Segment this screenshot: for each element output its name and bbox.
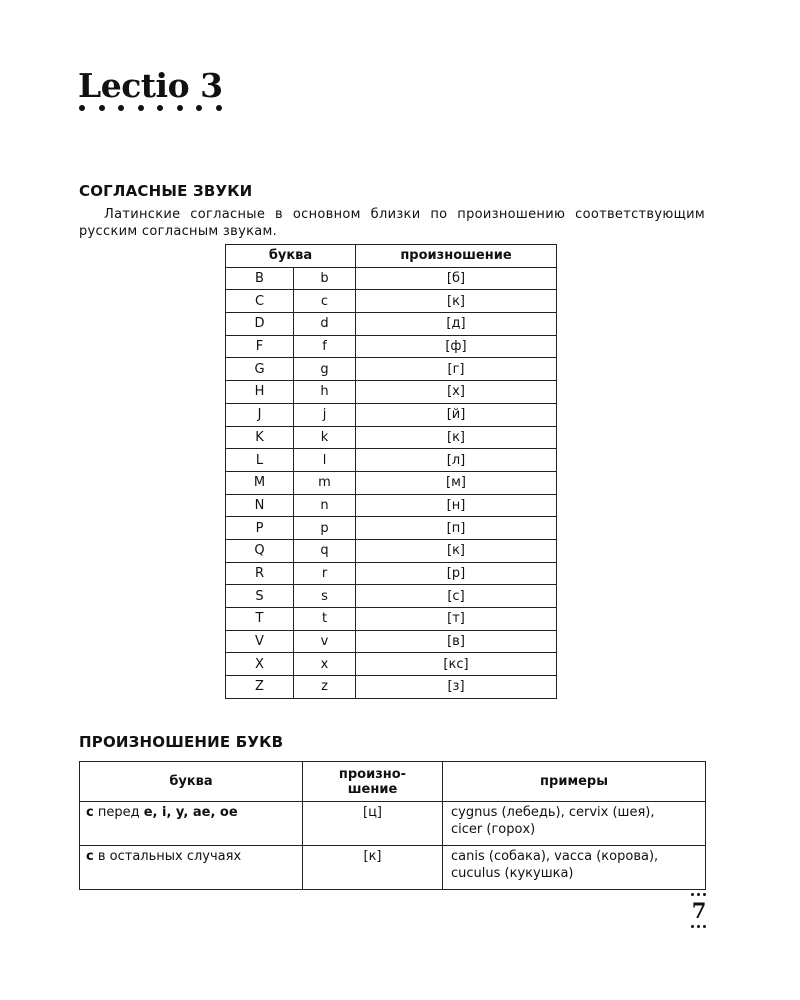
- lowercase-letter: b: [294, 267, 356, 290]
- table-row: [226, 313, 557, 336]
- uppercase-letter: K: [226, 426, 294, 449]
- uppercase-letter: S: [226, 585, 294, 608]
- uppercase-letter: B: [226, 267, 294, 290]
- lesson-title: Lectio 3: [78, 66, 223, 105]
- uppercase-letter: J: [226, 403, 294, 426]
- pronunciation: [з]: [356, 676, 557, 699]
- rule-text: перед: [93, 805, 144, 820]
- table-row: [226, 335, 557, 358]
- pronunciation: [л]: [356, 449, 557, 472]
- pronunciation-cell: [к]: [303, 846, 443, 890]
- table-row: [226, 539, 557, 562]
- rule-cell: [80, 846, 303, 890]
- pronunciation: [г]: [356, 358, 557, 381]
- uppercase-letter: V: [226, 630, 294, 653]
- pronunciation: [к]: [356, 426, 557, 449]
- pronunciation: [р]: [356, 562, 557, 585]
- uppercase-letter: R: [226, 562, 294, 585]
- table-row: [226, 267, 557, 290]
- pronunciation: [д]: [356, 313, 557, 336]
- lowercase-letter: c: [294, 290, 356, 313]
- pronunciation: [й]: [356, 403, 557, 426]
- uppercase-letter: N: [226, 494, 294, 517]
- table-row: [226, 608, 557, 631]
- table-row: [226, 358, 557, 381]
- rule-letter: c: [86, 849, 94, 864]
- pronunciation: [н]: [356, 494, 557, 517]
- examples-line: cicer (горох): [451, 822, 536, 837]
- lowercase-letter: x: [294, 653, 356, 676]
- table-row: [226, 585, 557, 608]
- table-row: [80, 846, 706, 890]
- lowercase-letter: q: [294, 539, 356, 562]
- uppercase-letter: T: [226, 608, 294, 631]
- table-row: [226, 426, 557, 449]
- header-pron-line2: шение: [347, 781, 398, 797]
- uppercase-letter: G: [226, 358, 294, 381]
- examples-line: canis (собака), vacca (корова),: [451, 849, 659, 864]
- header-pronunciation: произношение: [356, 245, 557, 268]
- uppercase-letter: L: [226, 449, 294, 472]
- pronunciation: [кс]: [356, 653, 557, 676]
- pronunciation-table: [79, 761, 706, 890]
- rule-cell: [80, 802, 303, 846]
- table-row: [226, 403, 557, 426]
- lowercase-letter: h: [294, 381, 356, 404]
- pronunciation: [м]: [356, 471, 557, 494]
- rule-letter: c: [86, 805, 94, 820]
- rule-text: в остальных случаях: [93, 849, 242, 864]
- pronunciation: [к]: [356, 539, 557, 562]
- pronunciation: [х]: [356, 381, 557, 404]
- lowercase-letter: g: [294, 358, 356, 381]
- pronunciation: [т]: [356, 608, 557, 631]
- table-row: [226, 381, 557, 404]
- uppercase-letter: H: [226, 381, 294, 404]
- table-row: [226, 517, 557, 540]
- page-number-dots-bottom: [691, 925, 706, 928]
- consonants-intro: Латинские согласные в основном близки по произношению соответствующим русским согласным звукам.: [79, 207, 705, 239]
- header-pronunciation: [303, 762, 443, 802]
- uppercase-letter: F: [226, 335, 294, 358]
- examples-cell: [443, 802, 706, 846]
- header-pron-line1: произно-: [338, 766, 407, 782]
- pronunciation-cell: [ц]: [303, 802, 443, 846]
- lowercase-letter: l: [294, 449, 356, 472]
- table-row: [226, 676, 557, 699]
- examples-line: cuculus (кукушка): [451, 866, 574, 881]
- consonants-table: [225, 244, 557, 699]
- table-row: [226, 449, 557, 472]
- header-examples: примеры: [443, 762, 706, 802]
- lowercase-letter: s: [294, 585, 356, 608]
- pronunciation: [б]: [356, 267, 557, 290]
- lowercase-letter: k: [294, 426, 356, 449]
- table-row: [226, 494, 557, 517]
- pronunciation: [п]: [356, 517, 557, 540]
- page-number-dots-top: [691, 893, 706, 896]
- lowercase-letter: z: [294, 676, 356, 699]
- uppercase-letter: X: [226, 653, 294, 676]
- lowercase-letter: t: [294, 608, 356, 631]
- examples-cell: [443, 846, 706, 890]
- uppercase-letter: Z: [226, 676, 294, 699]
- lowercase-letter: n: [294, 494, 356, 517]
- lowercase-letter: m: [294, 471, 356, 494]
- pronunciation-table-header: [80, 762, 706, 802]
- rule-letters: e, i, y, ae, oe: [143, 805, 238, 820]
- page-number: 7: [691, 898, 707, 923]
- pronunciation: [ф]: [356, 335, 557, 358]
- lowercase-letter: p: [294, 517, 356, 540]
- lowercase-letter: j: [294, 403, 356, 426]
- lowercase-letter: r: [294, 562, 356, 585]
- consonants-table-header: [226, 245, 557, 268]
- header-letter: буква: [226, 245, 356, 268]
- pronunciation-heading: ПРОИЗНОШЕНИЕ БУКВ: [79, 733, 284, 751]
- consonants-heading: СОГЛАСНЫЕ ЗВУКИ: [79, 182, 253, 200]
- lowercase-letter: v: [294, 630, 356, 653]
- uppercase-letter: C: [226, 290, 294, 313]
- lowercase-letter: d: [294, 313, 356, 336]
- uppercase-letter: P: [226, 517, 294, 540]
- table-row: [226, 471, 557, 494]
- pronunciation: [к]: [356, 290, 557, 313]
- title-dot-ornament: [79, 105, 222, 111]
- uppercase-letter: D: [226, 313, 294, 336]
- lowercase-letter: f: [294, 335, 356, 358]
- table-row: [226, 630, 557, 653]
- examples-line: cygnus (лебедь), cervix (шея),: [451, 805, 655, 820]
- pronunciation: [в]: [356, 630, 557, 653]
- table-row: [226, 653, 557, 676]
- table-row: [226, 562, 557, 585]
- table-row: [226, 290, 557, 313]
- uppercase-letter: M: [226, 471, 294, 494]
- table-row: [80, 802, 706, 846]
- pronunciation: [с]: [356, 585, 557, 608]
- header-letter: буква: [80, 762, 303, 802]
- uppercase-letter: Q: [226, 539, 294, 562]
